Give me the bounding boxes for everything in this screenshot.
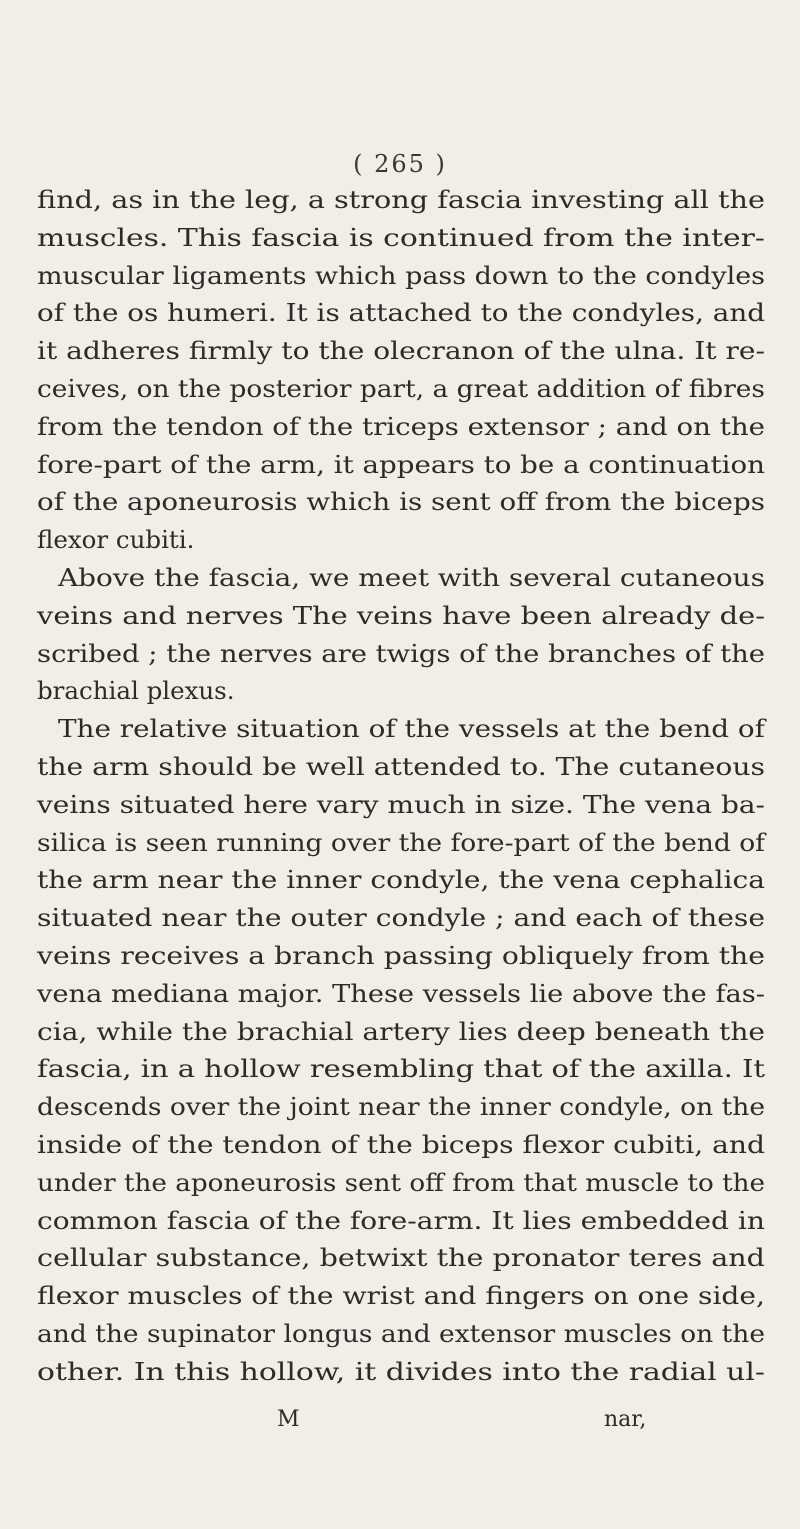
text-line: Above the fascia, we meet with several cutaneous xyxy=(58,563,766,592)
text-line: other. In this hollow, it divides into the radial ul- xyxy=(37,1356,765,1386)
text-line: veins and nerves The veins have been already de- xyxy=(37,600,766,630)
text-line: situated near the outer condyle ; and each of these xyxy=(37,903,765,933)
text-line: the arm should be well attended to. The cutaneous xyxy=(37,752,766,781)
text-line: flexor muscles of the wrist and fingers on one side, xyxy=(37,1281,765,1311)
text-line: under the aponeurosis sent off from that muscle to the xyxy=(37,1167,766,1197)
signature-mark: M xyxy=(277,1407,300,1432)
text-line: cia, while the brachial artery lies deep beneath the xyxy=(37,1016,766,1046)
text-line: fascia, in a hollow resembling that of the axilla. It xyxy=(37,1054,766,1084)
text-line: veins receives a branch passing obliquely from the xyxy=(37,941,765,970)
text-line: and the supinator longus and extensor muscles on the xyxy=(37,1319,765,1348)
text-line: silica is seen running over the fore-part of the bend of xyxy=(37,827,766,857)
text-line: muscles. This fascia is continued from the inter- xyxy=(37,222,765,252)
text-line: muscular ligaments which pass down to the condyles xyxy=(37,260,766,290)
text-line: of the aponeurosis which is sent off from the biceps xyxy=(37,487,765,517)
text-line: descends over the joint near the inner condyle, on the xyxy=(37,1092,766,1122)
text-line: inside of the tendon of the biceps flexor cubiti, and xyxy=(37,1130,766,1159)
text-line: the arm near the inner condyle, the vena cephalica xyxy=(37,865,765,895)
catchword: nar, xyxy=(604,1407,647,1432)
text-line: The relative situation of the vessels at the bend of xyxy=(58,714,765,744)
text-line: vena mediana major. These vessels lie above the fas- xyxy=(37,978,766,1008)
text-line: it adheres firmly to the olecranon of the ulna. It re- xyxy=(37,336,765,366)
text-line: of the os humeri. It is attached to the condyles, and xyxy=(37,298,766,328)
text-line: brachial plexus. xyxy=(37,676,235,706)
text-line: cellular substance, betwixt the pronator teres and xyxy=(37,1243,765,1273)
text-line: fore-part of the arm, it appears to be a continuation xyxy=(37,449,766,479)
page-number-header: ( 265 ) xyxy=(353,150,447,178)
text-line: find, as in the leg, a strong fascia investing all the xyxy=(37,185,766,214)
text-line: scribed ; the nerves are twigs of the branches of the xyxy=(37,638,765,668)
text-line: veins situated here vary much in size. The vena ba- xyxy=(37,789,765,819)
text-line: flexor cubiti. xyxy=(37,525,195,555)
text-line: from the tendon of the triceps extensor ; and on the xyxy=(37,411,765,441)
text-line: ceives, on the posterior part, a great addition of fibres xyxy=(37,374,765,403)
text-line: common fascia of the fore-arm. It lies embedded in xyxy=(37,1205,765,1235)
